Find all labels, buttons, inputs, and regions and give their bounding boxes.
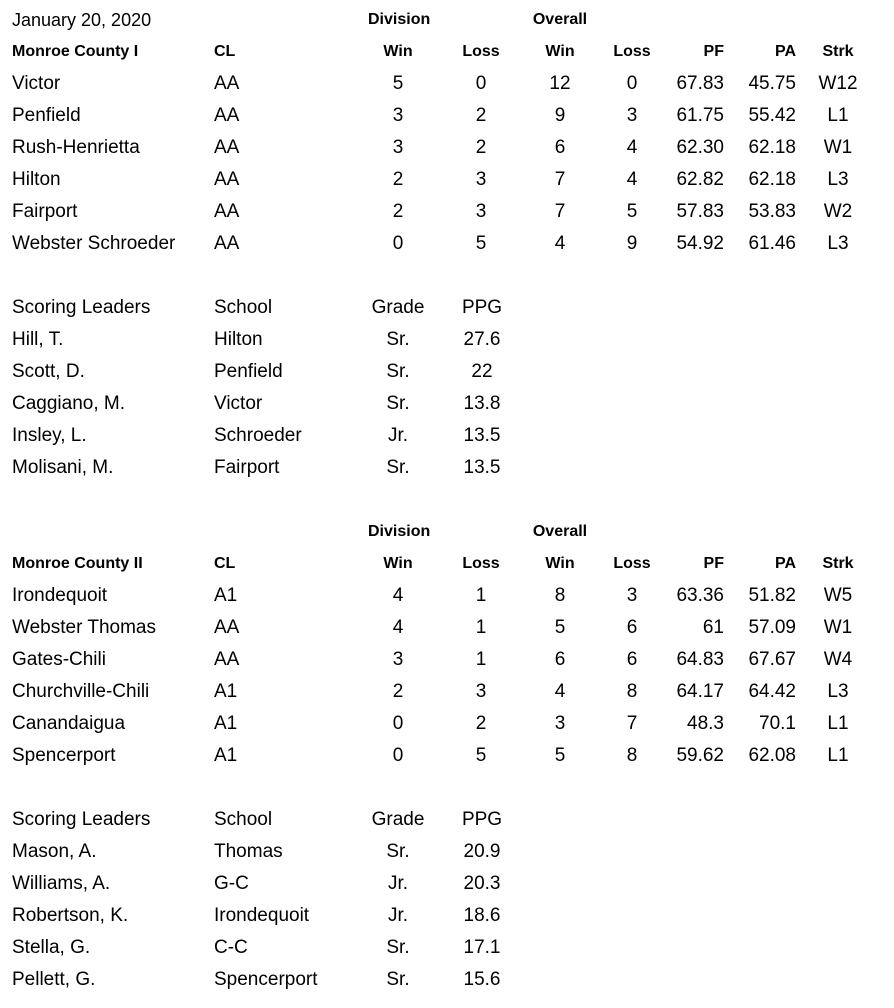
- team-div-loss: 3: [475, 201, 487, 222]
- team-ovr-win: 4: [554, 233, 566, 254]
- team-pf: 54.92: [676, 233, 724, 254]
- column-header-div-win: Win: [383, 43, 413, 60]
- team-strk: L1: [827, 713, 849, 734]
- team-div-win: 3: [392, 137, 404, 158]
- team-pf: 63.36: [676, 585, 724, 606]
- leader-ppg: 13.8: [463, 393, 501, 414]
- team-pf: 59.62: [676, 745, 724, 766]
- team-row: [0, 164, 894, 196]
- division-group-label: Division: [368, 523, 431, 540]
- group-header-row: [0, 4, 894, 36]
- leader-name: Robertson, K.: [12, 905, 129, 926]
- leaders-header-ppg: PPG: [461, 809, 503, 830]
- leader-school: C-C: [214, 937, 248, 958]
- team-div-loss: 5: [475, 745, 487, 766]
- team-pa: 64.42: [748, 681, 796, 702]
- team-pf: 67.83: [676, 73, 724, 94]
- team-name: Penfield: [12, 105, 81, 126]
- team-pf: 64.17: [676, 681, 724, 702]
- team-ovr-loss: 6: [626, 617, 638, 638]
- column-header-div-loss: Loss: [462, 555, 500, 572]
- team-ovr-win: 3: [554, 713, 566, 734]
- leader-ppg: 20.9: [463, 841, 501, 862]
- team-pf: 61.75: [676, 105, 724, 126]
- team-name: Hilton: [12, 169, 61, 190]
- leaders-header-row: [0, 804, 894, 836]
- team-cl: A1: [214, 745, 238, 766]
- team-strk: W1: [823, 617, 853, 638]
- leader-school: Fairport: [214, 457, 280, 478]
- team-div-loss: 2: [475, 713, 487, 734]
- team-div-loss: 1: [475, 649, 487, 670]
- team-ovr-loss: 3: [626, 105, 638, 126]
- team-name: Gates-Chili: [12, 649, 106, 670]
- leaders-header-school: School: [214, 809, 273, 830]
- team-pa: 51.82: [748, 585, 796, 606]
- team-ovr-win: 7: [554, 169, 566, 190]
- team-cl: AA: [214, 169, 240, 190]
- team-name: Fairport: [12, 201, 78, 222]
- leader-name: Molisani, M.: [12, 457, 114, 478]
- team-div-win: 2: [392, 201, 404, 222]
- column-header-ovr-win: Win: [545, 555, 575, 572]
- leader-row: [0, 900, 894, 932]
- leader-row: [0, 868, 894, 900]
- team-ovr-loss: 0: [626, 73, 638, 94]
- team-strk: W5: [823, 585, 853, 606]
- team-div-loss: 1: [475, 585, 487, 606]
- leader-school: Penfield: [214, 361, 283, 382]
- leader-grade: Sr.: [386, 393, 410, 414]
- leader-name: Stella, G.: [12, 937, 91, 958]
- column-header-ovr-loss: Loss: [613, 555, 651, 572]
- team-row: [0, 676, 894, 708]
- league-name: Monroe County I: [12, 43, 139, 60]
- leader-row: [0, 324, 894, 356]
- column-header-strk: Strk: [822, 43, 854, 60]
- leader-grade: Sr.: [386, 329, 410, 350]
- team-ovr-loss: 8: [626, 745, 638, 766]
- team-row: [0, 132, 894, 164]
- column-header-ovr-loss: Loss: [613, 43, 651, 60]
- leader-row: [0, 388, 894, 420]
- leader-school: Hilton: [214, 329, 263, 350]
- leader-ppg: 27.6: [463, 329, 501, 350]
- team-strk: W1: [823, 137, 853, 158]
- team-div-loss: 3: [475, 169, 487, 190]
- leader-grade: Sr.: [386, 937, 410, 958]
- team-pa: 67.67: [748, 649, 796, 670]
- team-strk: L3: [827, 169, 849, 190]
- team-div-win: 2: [392, 169, 404, 190]
- leader-row: [0, 836, 894, 868]
- team-row: [0, 196, 894, 228]
- team-div-loss: 5: [475, 233, 487, 254]
- team-ovr-loss: 9: [626, 233, 638, 254]
- team-ovr-loss: 5: [626, 201, 638, 222]
- team-ovr-win: 8: [554, 585, 566, 606]
- team-pa: 45.75: [748, 73, 796, 94]
- team-pa: 62.18: [748, 169, 796, 190]
- team-strk: W4: [823, 649, 853, 670]
- leader-school: G-C: [214, 873, 249, 894]
- column-header-div-loss: Loss: [462, 43, 500, 60]
- leader-grade: Jr.: [387, 873, 409, 894]
- team-div-win: 4: [392, 585, 404, 606]
- team-strk: L3: [827, 233, 849, 254]
- team-div-win: 4: [392, 617, 404, 638]
- leader-school: Victor: [214, 393, 263, 414]
- team-div-win: 3: [392, 649, 404, 670]
- team-ovr-loss: 4: [626, 169, 638, 190]
- leaders-header-grade: Grade: [371, 809, 425, 830]
- team-div-loss: 0: [475, 73, 487, 94]
- team-ovr-win: 4: [554, 681, 566, 702]
- team-div-win: 3: [392, 105, 404, 126]
- team-ovr-loss: 8: [626, 681, 638, 702]
- team-div-loss: 3: [475, 681, 487, 702]
- team-pf: 57.83: [676, 201, 724, 222]
- team-cl: AA: [214, 105, 240, 126]
- column-header-pf: PF: [703, 555, 724, 572]
- team-ovr-win: 5: [554, 745, 566, 766]
- overall-group-label: Overall: [532, 523, 588, 540]
- league-name: Monroe County II: [12, 555, 143, 572]
- team-pa: 57.09: [748, 617, 796, 638]
- group-header-row: [0, 516, 894, 548]
- column-header-strk: Strk: [822, 555, 854, 572]
- team-pf: 64.83: [676, 649, 724, 670]
- team-name: Webster Schroeder: [12, 233, 176, 254]
- leaders-header-school: School: [214, 297, 273, 318]
- leaders-header-grade: Grade: [371, 297, 425, 318]
- column-header-row: [0, 548, 894, 580]
- team-ovr-win: 9: [554, 105, 566, 126]
- team-pa: 62.08: [748, 745, 796, 766]
- overall-group-label: Overall: [532, 11, 588, 28]
- team-strk: W2: [823, 201, 853, 222]
- leaders-header-name: Scoring Leaders: [12, 809, 151, 830]
- leader-name: Insley, L.: [12, 425, 87, 446]
- column-header-cl: CL: [214, 43, 236, 60]
- leader-ppg: 20.3: [463, 873, 501, 894]
- team-cl: A1: [214, 713, 238, 734]
- team-cl: AA: [214, 201, 240, 222]
- team-pa: 61.46: [748, 233, 796, 254]
- team-ovr-win: 5: [554, 617, 566, 638]
- leaders-header-ppg: PPG: [461, 297, 503, 318]
- team-cl: AA: [214, 617, 240, 638]
- team-ovr-win: 7: [554, 201, 566, 222]
- column-header-cl: CL: [214, 555, 236, 572]
- leader-grade: Sr.: [386, 841, 410, 862]
- leader-school: Thomas: [214, 841, 283, 862]
- report-date: January 20, 2020: [12, 10, 152, 30]
- team-ovr-win: 6: [554, 649, 566, 670]
- team-pa: 55.42: [748, 105, 796, 126]
- column-header-div-win: Win: [383, 555, 413, 572]
- leader-name: Hill, T.: [12, 329, 64, 350]
- leader-name: Pellett, G.: [12, 969, 96, 990]
- team-pa: 53.83: [748, 201, 796, 222]
- team-row: [0, 100, 894, 132]
- leaders-header-name: Scoring Leaders: [12, 297, 151, 318]
- team-name: Spencerport: [12, 745, 116, 766]
- column-header-row: [0, 36, 894, 68]
- team-cl: AA: [214, 137, 240, 158]
- team-div-loss: 2: [475, 105, 487, 126]
- team-pf: 62.82: [676, 169, 724, 190]
- team-row: [0, 708, 894, 740]
- leader-grade: Sr.: [386, 361, 410, 382]
- team-row: [0, 612, 894, 644]
- column-header-ovr-win: Win: [545, 43, 575, 60]
- team-row: [0, 644, 894, 676]
- team-name: Webster Thomas: [12, 617, 156, 638]
- team-ovr-loss: 6: [626, 649, 638, 670]
- leader-grade: Sr.: [386, 969, 410, 990]
- team-name: Canandaigua: [12, 713, 126, 734]
- leader-school: Irondequoit: [214, 905, 310, 926]
- leader-school: Spencerport: [214, 969, 318, 990]
- team-cl: A1: [214, 585, 238, 606]
- team-ovr-loss: 7: [626, 713, 638, 734]
- leader-row: [0, 452, 894, 484]
- team-div-win: 0: [392, 745, 404, 766]
- team-cl: AA: [214, 233, 240, 254]
- team-strk: L3: [827, 681, 849, 702]
- leader-ppg: 18.6: [463, 905, 501, 926]
- team-ovr-win: 6: [554, 137, 566, 158]
- team-ovr-win: 12: [549, 73, 571, 94]
- team-pf: 48.3: [687, 713, 724, 734]
- team-pa: 62.18: [748, 137, 796, 158]
- leader-ppg: 13.5: [463, 425, 501, 446]
- team-div-win: 2: [392, 681, 404, 702]
- leader-ppg: 15.6: [463, 969, 501, 990]
- leader-ppg: 13.5: [463, 457, 501, 478]
- team-ovr-loss: 4: [626, 137, 638, 158]
- team-strk: W12: [818, 73, 858, 94]
- team-name: Rush-Henrietta: [12, 137, 140, 158]
- leader-row: [0, 356, 894, 388]
- team-pa: 70.1: [759, 713, 796, 734]
- team-cl: AA: [214, 73, 240, 94]
- team-row: [0, 68, 894, 100]
- leader-row: [0, 964, 894, 996]
- leader-name: Mason, A.: [12, 841, 97, 862]
- team-strk: L1: [827, 745, 849, 766]
- team-div-loss: 2: [475, 137, 487, 158]
- team-row: [0, 740, 894, 772]
- team-name: Irondequoit: [12, 585, 108, 606]
- column-header-pf: PF: [703, 43, 724, 60]
- division-group-label: Division: [368, 11, 431, 28]
- team-row: [0, 228, 894, 260]
- team-div-win: 0: [392, 233, 404, 254]
- leader-name: Scott, D.: [12, 361, 85, 382]
- leader-row: [0, 932, 894, 964]
- team-pf: 62.30: [676, 137, 724, 158]
- leader-grade: Jr.: [387, 905, 409, 926]
- leader-name: Caggiano, M.: [12, 393, 126, 414]
- column-header-pa: PA: [774, 555, 796, 572]
- leader-grade: Jr.: [387, 425, 409, 446]
- team-name: Churchville-Chili: [12, 681, 150, 702]
- team-div-loss: 1: [475, 617, 487, 638]
- leader-ppg: 17.1: [463, 937, 501, 958]
- leader-grade: Sr.: [386, 457, 410, 478]
- team-pf: 61: [702, 617, 724, 638]
- team-cl: AA: [214, 649, 240, 670]
- column-header-pa: PA: [774, 43, 796, 60]
- team-ovr-loss: 3: [626, 585, 638, 606]
- team-div-win: 0: [392, 713, 404, 734]
- team-row: [0, 580, 894, 612]
- leader-name: Williams, A.: [12, 873, 111, 894]
- leader-school: Schroeder: [214, 425, 302, 446]
- team-cl: A1: [214, 681, 238, 702]
- team-name: Victor: [12, 73, 61, 94]
- team-div-win: 5: [392, 73, 404, 94]
- team-strk: L1: [827, 105, 849, 126]
- leaders-header-row: [0, 292, 894, 324]
- leader-row: [0, 420, 894, 452]
- leader-ppg: 22: [471, 361, 493, 382]
